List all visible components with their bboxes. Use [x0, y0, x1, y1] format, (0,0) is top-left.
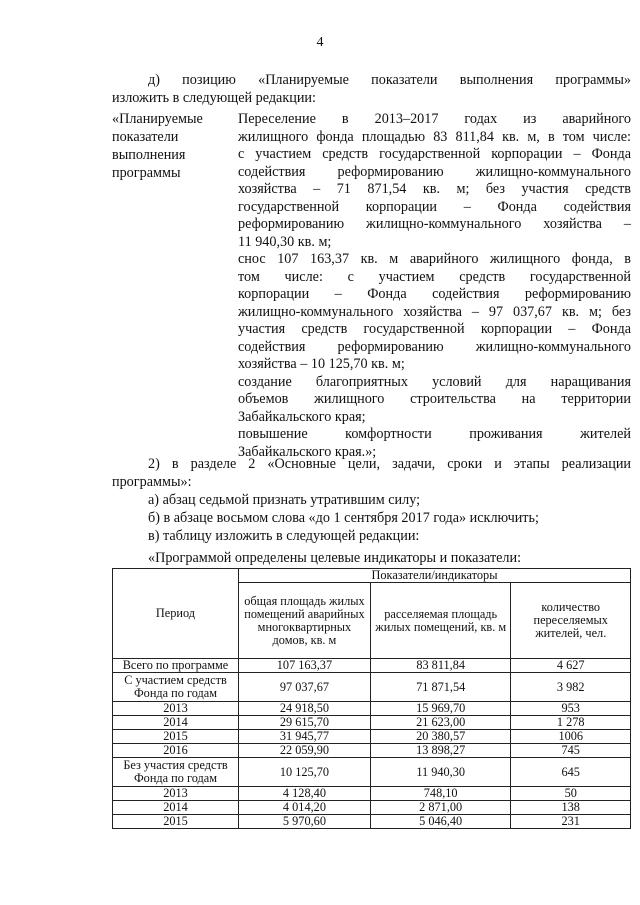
- header-period: Период: [113, 569, 239, 659]
- cell-period: 2014: [113, 801, 239, 815]
- position-text-line: хозяйства – 71 871,54 кв. м; без участия средств: [238, 181, 631, 197]
- table-row: [113, 673, 631, 702]
- header-group: Показатели/индикаторы: [238, 569, 630, 583]
- position-text-line: содействия реформированию жилищно-коммунального: [238, 163, 631, 180]
- cell-area: 22 059,90: [238, 744, 370, 758]
- table-row: [113, 758, 631, 787]
- cell-period: 2015: [113, 815, 239, 829]
- cell-area: 31 945,77: [238, 730, 370, 744]
- cell-period: 2013: [113, 702, 239, 716]
- position-text-line: создание благоприятных условий для наращивания: [238, 373, 631, 390]
- cell-resettle: 21 623,00: [370, 716, 511, 730]
- cell-count: 953: [511, 702, 631, 716]
- position-text-line: Забайкальского края.»;: [238, 443, 377, 460]
- cell-resettle: 15 969,70: [370, 702, 511, 716]
- section2-line-2: программы»:: [112, 474, 192, 490]
- cell-area: 24 918,50: [238, 702, 370, 716]
- cell-period: Без участия средств Фонда по годам: [113, 758, 239, 787]
- cell-count: 138: [511, 801, 631, 815]
- position-label-line: показатели: [112, 129, 179, 145]
- position-text-line: снос 107 163,37 кв. м аварийного жилищного фонда, в: [238, 251, 631, 267]
- table-row: [113, 716, 631, 730]
- table-row: [113, 730, 631, 744]
- cell-area: 10 125,70: [238, 758, 370, 787]
- header-resettle: расселяемая площадь жилых помещений, кв. м: [370, 583, 511, 659]
- cell-area: 29 615,70: [238, 716, 370, 730]
- position-label-line: выполнения: [112, 147, 186, 163]
- table-row: [113, 787, 631, 801]
- cell-area: 107 163,37: [238, 659, 370, 673]
- cell-area: 4 128,40: [238, 787, 370, 801]
- cell-count: 1006: [511, 730, 631, 744]
- cell-resettle: 20 380,57: [370, 730, 511, 744]
- cell-period: 2013: [113, 787, 239, 801]
- cell-period: 2015: [113, 730, 239, 744]
- position-text-line: государственной корпорации – Фонда содействия: [238, 198, 631, 215]
- position-text-line: реформированию жилищно-коммунального хозяйства –: [238, 216, 631, 232]
- position-text-line: 11 940,30 кв. м;: [238, 233, 332, 250]
- position-text-line: корпорации – Фонда содействия реформированию: [238, 286, 631, 302]
- position-text-line: содействия реформированию жилищно-коммунального: [238, 338, 631, 355]
- intro-line-2: изложить в следующей редакции:: [112, 90, 316, 106]
- position-label-line: программы: [112, 165, 181, 181]
- section2-item-b: б) в абзаце восьмом слова «до 1 сентября 2017 года» исключить;: [148, 510, 539, 526]
- cell-resettle: 71 871,54: [370, 673, 511, 702]
- cell-resettle: 13 898,27: [370, 744, 511, 758]
- table-row: [113, 815, 631, 829]
- position-text-line: хозяйства – 10 125,70 кв. м;: [238, 356, 405, 372]
- cell-period: С участием средств Фонда по годам: [113, 673, 239, 702]
- page-number: 4: [316, 35, 324, 50]
- cell-resettle: 748,10: [370, 787, 511, 801]
- cell-count: 1 278: [511, 716, 631, 730]
- cell-resettle: 2 871,00: [370, 801, 511, 815]
- header-count: количество переселяемых жителей, чел.: [511, 583, 631, 659]
- table-row: [113, 659, 631, 673]
- position-text-line: Забайкальского края;: [238, 408, 366, 425]
- cell-period: 2014: [113, 716, 239, 730]
- cell-resettle: 5 046,40: [370, 815, 511, 829]
- cell-count: 3 982: [511, 673, 631, 702]
- cell-count: 4 627: [511, 659, 631, 673]
- position-text-line: участия средств государственной корпорации – Фонда: [238, 321, 631, 337]
- position-text-line: с участием средств государственной корпорации – Фонда: [238, 146, 631, 162]
- position-text-line: жилищного фонда площадью 83 811,84 кв. м, в том числе:: [238, 128, 631, 145]
- header-area: общая площадь жилых помещений аварийных многоквартирных домов, кв. м: [238, 583, 370, 659]
- cell-area: 5 970,60: [238, 815, 370, 829]
- section2-item-a: а) абзац седьмой признать утратившим силу;: [148, 492, 421, 508]
- position-text-line: объемов жилищного строительства на территории: [238, 391, 631, 407]
- position-text-line: том числе: с участием средств государственной: [238, 268, 631, 285]
- indicators-table: [112, 568, 631, 829]
- intro-line-1: д) позицию «Планируемые показатели выполнения программы»: [148, 72, 631, 88]
- cell-count: 645: [511, 758, 631, 787]
- table-row: [113, 702, 631, 716]
- cell-area: 4 014,20: [238, 801, 370, 815]
- table-row: [113, 744, 631, 758]
- cell-area: 97 037,67: [238, 673, 370, 702]
- cell-resettle: 83 811,84: [370, 659, 511, 673]
- cell-count: 231: [511, 815, 631, 829]
- cell-period: 2016: [113, 744, 239, 758]
- section2-line-1: 2) в разделе 2 «Основные цели, задачи, сроки и этапы реализации: [148, 456, 631, 472]
- position-label-line: «Планируемые: [112, 111, 203, 127]
- section2-item-c: в) таблицу изложить в следующей редакции:: [148, 528, 420, 544]
- table-row: [113, 801, 631, 815]
- position-text-line: Переселение в 2013–2017 годах из аварийного: [238, 111, 631, 127]
- position-text-line: жилищно-коммунального хозяйства – 97 037,67 кв. м; без: [238, 303, 631, 320]
- position-text-line: повышение комфортности проживания жителей: [238, 426, 631, 442]
- cell-period: Всего по программе: [113, 659, 239, 673]
- cell-count: 745: [511, 744, 631, 758]
- table-intro: «Программой определены целевые индикаторы и показатели:: [148, 550, 522, 566]
- cell-resettle: 11 940,30: [370, 758, 511, 787]
- cell-count: 50: [511, 787, 631, 801]
